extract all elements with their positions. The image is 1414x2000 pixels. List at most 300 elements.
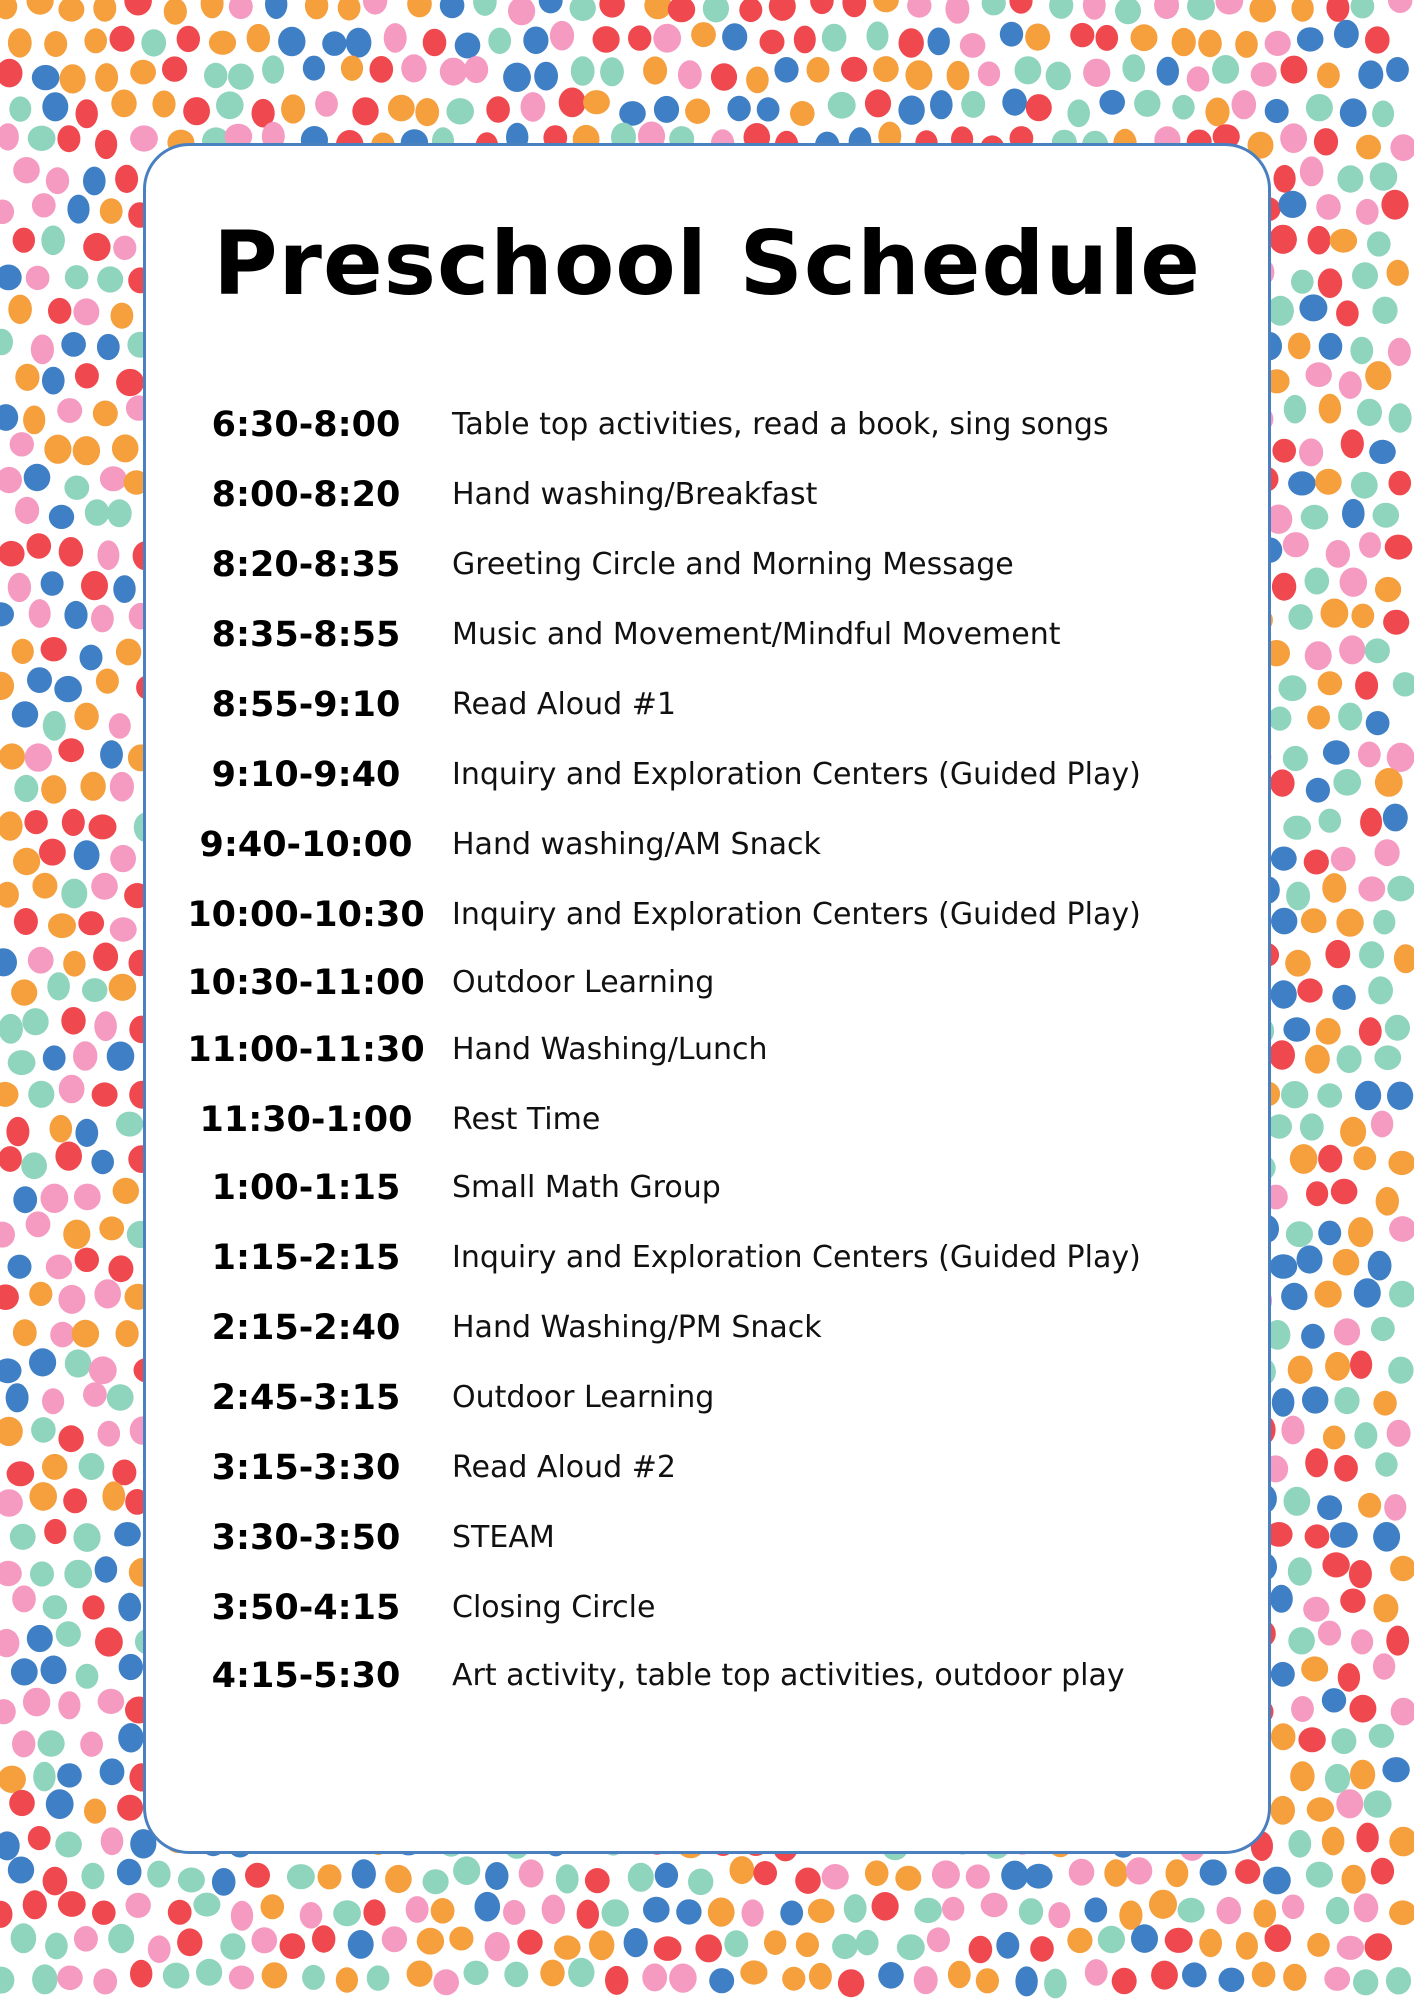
dot: [1326, 0, 1349, 22]
dot: [0, 1901, 13, 1928]
dot: [996, 1932, 1019, 1959]
dot: [346, 28, 372, 58]
dot: [769, 0, 796, 21]
dot: [969, 1936, 993, 1964]
activity-label: Closing Circle: [452, 1590, 656, 1625]
dot: [126, 1893, 151, 1918]
dot: [8, 28, 32, 57]
dot: [691, 22, 716, 47]
dot: [60, 64, 86, 93]
dot: [1049, 0, 1073, 19]
dot: [228, 63, 254, 89]
dot: [559, 88, 586, 118]
time-slot: 11:30-1:00: [199, 1100, 413, 1140]
dot: [74, 1926, 98, 1952]
dot: [655, 1863, 678, 1888]
dot: [1390, 134, 1414, 161]
activity-label: Inquiry and Exploration Centers (Guided Play): [452, 1240, 1141, 1275]
dot: [583, 90, 610, 114]
dot: [177, 1928, 202, 1956]
dot: [978, 61, 1000, 86]
dot: [508, 0, 535, 25]
dot: [15, 364, 39, 391]
time-slot: 10:00-10:30: [187, 895, 425, 935]
dot: [1336, 1789, 1363, 1818]
dot: [856, 1930, 879, 1956]
dot: [1249, 0, 1276, 23]
dot: [809, 1963, 832, 1990]
dot: [703, 0, 729, 23]
dot: [504, 1962, 528, 1988]
dot: [13, 157, 40, 183]
dot: [0, 123, 19, 150]
dot: [485, 1862, 508, 1890]
dot: [162, 56, 187, 81]
dot: [932, 1860, 960, 1888]
dot: [1200, 1859, 1227, 1885]
dot: [1172, 28, 1196, 56]
dot: [1282, 1895, 1304, 1920]
dot: [832, 1934, 858, 1959]
dot: [32, 65, 60, 90]
time-slot: 3:50-4:15: [211, 1588, 401, 1628]
dot: [1280, 123, 1307, 153]
dot: [1365, 26, 1390, 53]
activity-label: Small Math Group: [452, 1170, 721, 1205]
dot: [45, 1933, 68, 1960]
dot: [433, 1969, 459, 1995]
dot: [1306, 1862, 1333, 1888]
dot: [1370, 162, 1398, 190]
dot: [251, 1927, 277, 1953]
dot: [947, 61, 970, 90]
activity-label: Read Aloud #2: [452, 1450, 676, 1485]
schedule-row: [0, 1373, 1414, 1423]
dot: [780, 1901, 803, 1926]
dot: [1236, 1932, 1258, 1960]
time-slot: 8:20-8:35: [211, 545, 401, 585]
dot: [486, 96, 510, 123]
dot: [796, 1932, 819, 1957]
dot: [101, 1827, 124, 1855]
dot: [406, 1896, 429, 1923]
dot: [1350, 1760, 1375, 1790]
dot: [654, 96, 679, 123]
dot: [1364, 1790, 1392, 1817]
dot: [1337, 165, 1363, 192]
dot: [981, 1893, 1008, 1917]
dot: [38, 1730, 65, 1756]
dot: [336, 1967, 358, 1992]
dot: [110, 26, 135, 52]
dot: [1015, 56, 1042, 84]
dot: [1172, 95, 1194, 120]
dot: [1067, 1928, 1092, 1953]
dot: [822, 1864, 849, 1890]
schedule-row: [0, 820, 1414, 870]
dot: [485, 1932, 510, 1961]
dot: [415, 98, 439, 126]
activity-label: Music and Movement/Mindful Movement: [452, 617, 1061, 652]
dot: [1126, 1857, 1152, 1884]
dot: [838, 1969, 864, 1997]
dot: [152, 91, 175, 118]
dot: [280, 1933, 306, 1959]
dot: [1083, 0, 1106, 20]
dot: [782, 1967, 805, 1991]
dot: [61, 332, 86, 357]
dot: [842, 0, 866, 17]
dot: [1112, 1968, 1137, 1994]
dot: [688, 1869, 713, 1896]
dot: [1270, 1796, 1295, 1825]
time-slot: 2:45-3:15: [211, 1378, 401, 1418]
dot: [42, 367, 65, 395]
dot: [93, 0, 116, 22]
dot: [287, 1864, 315, 1889]
dot: [1235, 31, 1258, 58]
dot: [84, 28, 107, 53]
dot: [1356, 135, 1381, 160]
dot: [1274, 165, 1296, 193]
dot: [1265, 31, 1291, 56]
dot: [742, 1899, 764, 1926]
dot: [1271, 1723, 1296, 1750]
dot: [709, 1968, 734, 1993]
dot: [130, 60, 156, 85]
dot: [1199, 1929, 1222, 1957]
schedule-row: [0, 958, 1414, 1008]
dot: [865, 89, 891, 117]
dot: [1115, 0, 1141, 24]
dot: [26, 0, 53, 15]
dot: [212, 1868, 236, 1896]
dot: [1044, 1969, 1067, 1999]
dot: [539, 0, 563, 13]
dot: [28, 1826, 51, 1850]
dot: [1386, 57, 1409, 82]
schedule-row: [0, 540, 1414, 590]
schedule-row: [0, 890, 1414, 940]
activity-label: Outdoor Learning: [452, 1380, 715, 1415]
dot: [341, 55, 363, 80]
dot: [905, 60, 932, 90]
dot: [407, 1961, 433, 1987]
dot: [84, 1799, 106, 1824]
dot: [1388, 0, 1412, 13]
dot: [178, 1868, 205, 1893]
dot: [724, 1930, 748, 1957]
dot: [1083, 59, 1110, 87]
dot: [790, 101, 815, 126]
dot: [9, 96, 31, 121]
dot: [417, 1928, 444, 1955]
dot: [147, 1861, 170, 1888]
dot: [46, 167, 69, 194]
dot: [57, 125, 80, 152]
schedule-row: [0, 750, 1414, 800]
dot: [81, 1863, 104, 1890]
time-slot: 11:00-11:30: [187, 1030, 425, 1070]
schedule-row: [0, 470, 1414, 520]
dot: [464, 1961, 489, 1985]
dot: [229, 1966, 254, 1990]
dot: [730, 1856, 755, 1884]
dot: [1314, 128, 1338, 155]
dot: [382, 1926, 407, 1952]
dot: [1382, 1757, 1409, 1782]
dot: [540, 1960, 564, 1987]
dot: [739, 0, 762, 22]
dot: [669, 1964, 697, 1993]
dot: [668, 0, 695, 22]
dot: [1307, 1797, 1334, 1821]
dot: [1026, 94, 1052, 121]
dot: [1300, 156, 1324, 186]
dot: [168, 1900, 192, 1925]
dot: [1067, 99, 1090, 127]
dot: [897, 1934, 925, 1960]
dot: [1350, 337, 1373, 365]
dot: [519, 1859, 544, 1887]
activity-label: Greeting Circle and Morning Message: [452, 547, 1014, 582]
schedule-row: [0, 1651, 1414, 1701]
dot: [895, 1866, 921, 1891]
dot: [1391, 1698, 1414, 1726]
dot: [746, 67, 769, 94]
activity-label: Hand washing/AM Snack: [452, 827, 821, 862]
dot: [11, 1923, 37, 1953]
dot: [370, 56, 394, 83]
dot: [32, 193, 56, 217]
dot: [423, 1869, 449, 1894]
dot: [976, 1968, 999, 1993]
dot: [810, 0, 834, 14]
dot: [247, 24, 270, 52]
dot: [473, 0, 497, 16]
dot: [281, 94, 305, 123]
dot: [914, 1966, 938, 1994]
dot: [865, 1860, 889, 1886]
dot: [1297, 27, 1324, 51]
dot: [446, 98, 474, 124]
dot: [795, 1868, 821, 1894]
dot: [1131, 24, 1158, 51]
dot: [231, 1901, 253, 1931]
dot: [1252, 1962, 1276, 1988]
dot: [1334, 20, 1359, 48]
dot: [338, 0, 361, 21]
dot: [873, 0, 899, 12]
dot: [440, 58, 467, 86]
dot: [695, 1934, 722, 1962]
dot: [960, 33, 986, 58]
dot: [628, 25, 651, 50]
dot: [440, 0, 465, 18]
dot: [643, 1897, 670, 1923]
dot: [28, 126, 56, 151]
dot: [384, 23, 407, 53]
dot: [318, 1864, 342, 1889]
dot: [600, 57, 624, 86]
dot: [42, 92, 68, 121]
dot: [1306, 94, 1333, 121]
dot: [642, 1963, 667, 1991]
dot: [1388, 338, 1411, 366]
dot: [628, 1863, 654, 1892]
dot: [1372, 101, 1394, 128]
dot: [261, 1894, 285, 1919]
dot: [760, 30, 785, 55]
dot: [503, 63, 531, 92]
dot: [643, 56, 667, 84]
dot: [808, 1899, 835, 1923]
dot: [542, 1895, 565, 1924]
dot: [676, 1899, 701, 1924]
dot: [475, 1892, 501, 1922]
dot: [363, 1899, 385, 1925]
dot: [873, 56, 899, 82]
dot: [315, 91, 338, 117]
time-slot: 1:00-1:15: [211, 1168, 401, 1208]
dot: [1369, 1724, 1394, 1748]
dot: [1324, 1967, 1350, 1991]
dot: [678, 60, 702, 89]
dot: [1096, 25, 1119, 51]
dot: [1356, 1823, 1378, 1853]
dot: [1381, 190, 1408, 220]
dot: [1353, 1969, 1378, 1995]
dot: [1015, 1966, 1037, 1996]
dot: [624, 1928, 648, 1957]
dot: [1030, 1936, 1054, 1962]
dot: [898, 96, 924, 125]
dot: [111, 90, 136, 118]
dot: [183, 97, 210, 125]
dot: [1009, 0, 1032, 14]
dot: [44, 31, 67, 57]
dot: [653, 24, 681, 53]
dot: [12, 1730, 35, 1757]
dot: [1104, 1859, 1127, 1887]
schedule-row: [0, 1095, 1414, 1145]
dot: [711, 63, 737, 91]
dot: [1025, 1864, 1053, 1889]
schedule-row: [0, 1443, 1414, 1493]
dot: [130, 125, 158, 151]
dot: [1131, 1924, 1158, 1953]
time-slot: 8:00-8:20: [211, 475, 401, 515]
dot: [1205, 98, 1229, 127]
dot: [1319, 333, 1343, 360]
dot: [193, 1893, 220, 1917]
dot: [401, 54, 426, 82]
dot: [367, 1965, 390, 1990]
activity-label: Hand washing/Breakfast: [452, 477, 818, 512]
dot: [722, 23, 747, 50]
time-slot: 9:40-10:00: [199, 825, 413, 865]
dot: [130, 1960, 152, 1988]
dot: [1254, 1900, 1277, 1928]
dot: [58, 1891, 86, 1917]
dot: [585, 1868, 610, 1893]
dot: [57, 1966, 83, 1991]
dot: [550, 21, 574, 51]
dot: [872, 1892, 899, 1921]
dot: [571, 56, 595, 86]
dot: [928, 28, 950, 56]
dot: [348, 1930, 374, 1959]
dot: [23, 1890, 47, 1919]
dot: [556, 1864, 579, 1893]
dot: [117, 1859, 142, 1886]
dot: [97, 334, 120, 360]
dot: [1025, 23, 1050, 50]
dot: [83, 167, 106, 196]
dot: [593, 26, 620, 53]
dot: [209, 31, 236, 55]
dot: [1298, 1727, 1325, 1752]
dot: [1371, 1858, 1394, 1885]
dot: [216, 91, 244, 119]
dot: [534, 62, 558, 91]
dot: [654, 1936, 682, 1961]
dot: [1251, 62, 1277, 87]
dot: [1351, 0, 1375, 18]
dot: [116, 369, 144, 396]
dot: [92, 1901, 116, 1925]
dot: [605, 1966, 628, 1995]
dot: [33, 1762, 55, 1792]
dot: [757, 97, 780, 121]
dot: [844, 1894, 867, 1923]
dot: [503, 1900, 525, 1925]
dot: [32, 1964, 57, 1994]
dot: [1002, 89, 1027, 116]
activity-label: Hand Washing/PM Snack: [452, 1310, 822, 1345]
dot: [1099, 90, 1125, 115]
dot: [685, 99, 710, 124]
dot: [1166, 1859, 1189, 1887]
time-slot: 8:55-9:10: [211, 685, 401, 725]
dot: [1340, 98, 1367, 127]
dot: [599, 0, 625, 18]
dot: [0, 1766, 26, 1793]
dot: [118, 1723, 143, 1752]
dot: [907, 0, 931, 18]
dot: [0, 1831, 20, 1860]
dot: [31, 335, 54, 365]
dot: [1084, 1897, 1107, 1922]
dot: [57, 1763, 82, 1787]
dot: [708, 1898, 735, 1927]
dot: [764, 1930, 786, 1955]
dot: [1317, 63, 1340, 89]
dot: [305, 0, 328, 19]
dot: [488, 28, 511, 54]
dot: [982, 0, 1006, 15]
time-slot: 3:15-3:30: [211, 1448, 401, 1488]
dot: [303, 56, 325, 81]
dot: [1389, 1900, 1414, 1925]
dot: [1288, 1830, 1311, 1858]
dot: [1354, 1893, 1379, 1922]
activity-label: Inquiry and Exploration Centers (Guided Play): [452, 897, 1141, 932]
activity-label: Table top activities, read a book, sing songs: [452, 407, 1109, 442]
dot: [1331, 1728, 1356, 1754]
dot: [867, 22, 889, 51]
dot: [1000, 22, 1023, 47]
